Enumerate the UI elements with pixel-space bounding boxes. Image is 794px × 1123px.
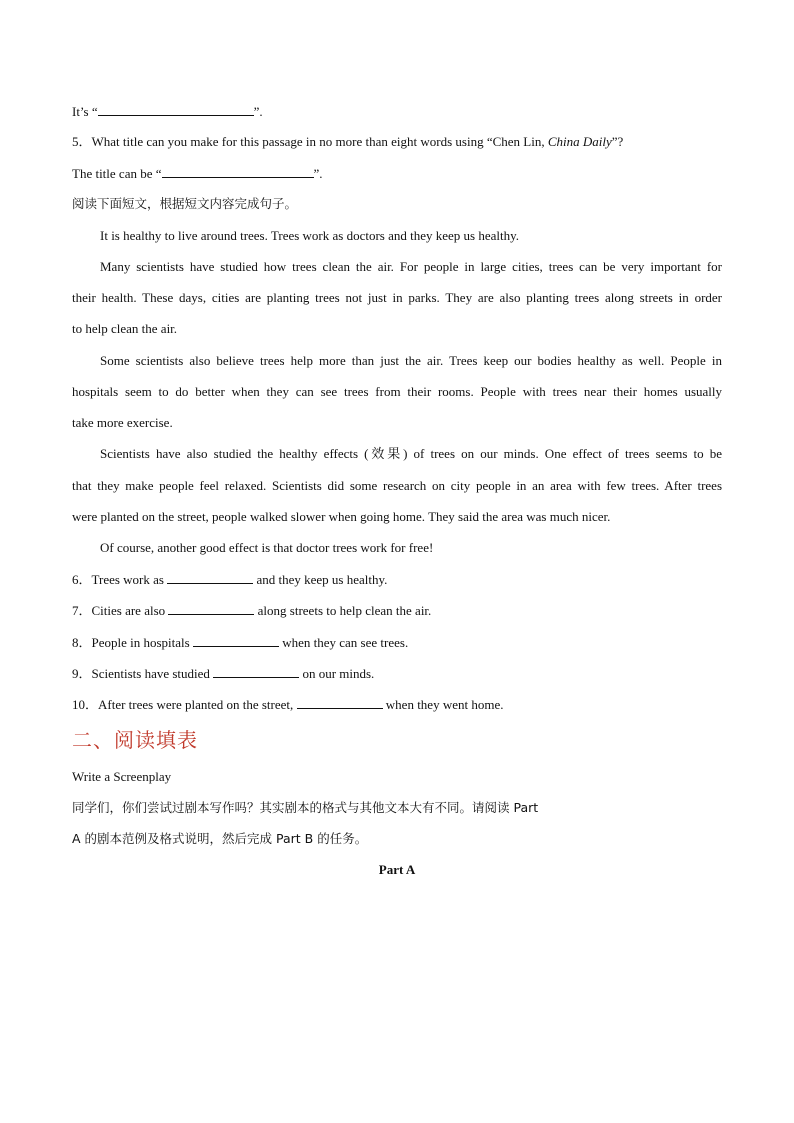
passage-paragraph-5: Of course, another good effect is that doctor trees work for free!: [100, 540, 434, 555]
answer-blank[interactable]: [98, 103, 254, 116]
passage-paragraph-1: It is healthy to live around trees. Trees work as doctors and they keep us healthy.: [100, 228, 520, 243]
passage-paragraph-3-line-2: hospitals seem to do better when they can see trees from their rooms. People with trees near their homes usually: [72, 384, 722, 399]
passage-paragraph-3-line-3: take more exercise.: [72, 415, 173, 430]
answer-blank[interactable]: [213, 665, 299, 678]
passage-paragraph-4-line-1: Scientists have also studied the healthy effects (效果) of trees on our minds. One effect of trees seems to be: [100, 446, 722, 461]
passage-paragraph-3-line-1: Some scientists also believe trees help more than just the air. Trees keep our bodies healthy as well. People in: [100, 353, 722, 368]
question-7: 7．Cities are also along streets to help clean the air.: [72, 603, 432, 618]
passage-paragraph-4-line-2: that they make people feel relaxed. Scientists did some research on city people in an area with few trees. After trees: [72, 478, 722, 493]
reading-instruction: 阅读下面短文，根据短文内容完成句子。: [72, 196, 298, 211]
q4-answer-line: It’s “ ”.: [72, 104, 263, 119]
q5-answer-line: The title can be “ ”.: [72, 166, 323, 181]
passage-paragraph-2-line-3: to help clean the air.: [72, 321, 178, 336]
section-intro-line-2: A 的剧本范例及格式说明，然后完成 Part B 的任务。: [72, 831, 368, 846]
answer-blank[interactable]: [168, 602, 254, 615]
passage-paragraph-4-line-3: were planted on the street, people walked slower when going home. They said the area was much nicer.: [72, 509, 611, 524]
answer-blank[interactable]: [297, 696, 383, 709]
section-intro-line-1: 同学们，你们尝试过剧本写作吗？其实剧本的格式与其他文本大有不同。请阅读 Part: [72, 800, 539, 815]
question-5: 5．What title can you make for this passage in no more than eight words using “Chen Lin, China Daily”?: [72, 134, 624, 149]
answer-blank[interactable]: [162, 165, 314, 178]
passage-paragraph-2-line-2: their health. These days, cities are planting trees not just in parks. They are also planting trees along streets in order: [72, 290, 722, 305]
section-subtitle: Write a Screenplay: [72, 769, 172, 784]
passage-paragraph-2-line-1: Many scientists have studied how trees clean the air. For people in large cities, trees can be very important for: [100, 259, 722, 274]
answer-blank[interactable]: [167, 571, 253, 584]
part-a-label: Part A: [378, 862, 416, 877]
answer-blank[interactable]: [193, 634, 279, 647]
question-9: 9．Scientists have studied on our minds.: [72, 666, 375, 681]
question-8: 8．People in hospitals when they can see trees.: [72, 635, 409, 650]
question-10: 10．After trees were planted on the street, when they went home.: [72, 697, 504, 712]
question-6: 6．Trees work as and they keep us healthy.: [72, 572, 388, 587]
section-heading: 二、阅读填表: [72, 728, 198, 752]
